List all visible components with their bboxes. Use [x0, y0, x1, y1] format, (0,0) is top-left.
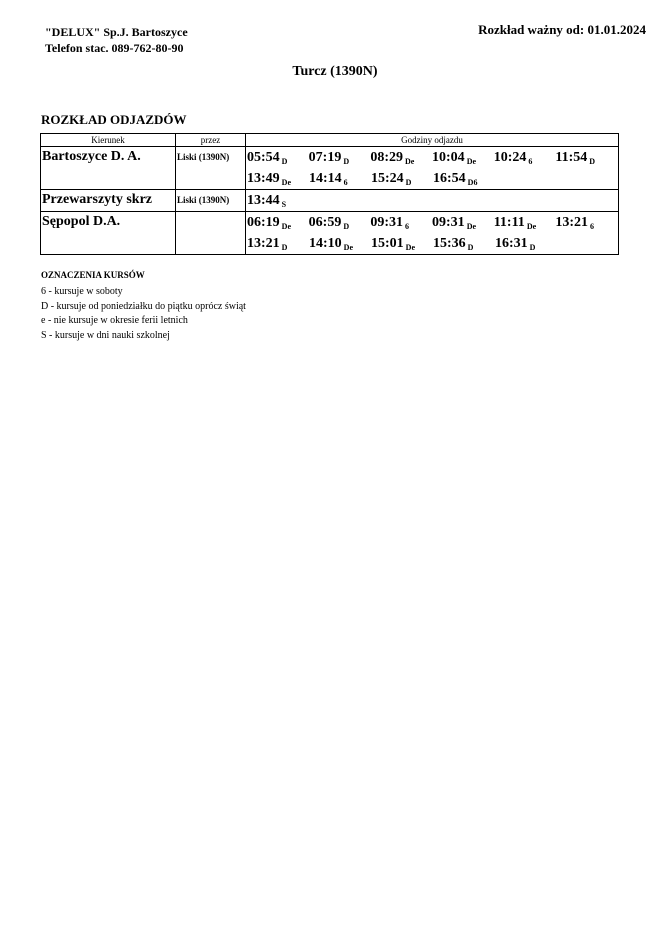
- direction-cell: Bartoszyce D. A.: [41, 147, 176, 190]
- time-marker: D: [281, 157, 288, 166]
- legend-title: OZNACZENIA KURSÓW: [41, 270, 145, 280]
- departure-time: [247, 233, 309, 258]
- time-value: 08:29: [370, 150, 404, 165]
- via-cell: Liski (1390N): [176, 190, 246, 212]
- table-header: [41, 134, 619, 147]
- time-value: 15:24: [371, 171, 404, 186]
- time-marker: D6: [467, 178, 478, 187]
- departure-times-cell: [246, 212, 619, 255]
- departure-time: [433, 233, 495, 258]
- time-marker: D: [281, 243, 288, 252]
- time-marker: D: [343, 222, 350, 231]
- departure-time: [494, 147, 556, 172]
- time-marker: D: [405, 178, 412, 187]
- time-value: 14:14: [309, 171, 342, 186]
- time-marker: 6: [590, 222, 595, 231]
- time-value: 10:24: [493, 150, 527, 165]
- company-name: "DELUX" Sp.J. Bartoszyce: [45, 25, 188, 39]
- time-value: 09:31: [370, 215, 404, 230]
- time-value: 16:54: [433, 171, 466, 186]
- table-row: [41, 147, 619, 190]
- company-info: [45, 24, 188, 56]
- time-value: 09:31: [432, 215, 465, 230]
- time-value: 13:21: [247, 236, 280, 251]
- time-marker: De: [343, 243, 353, 252]
- departure-time: [371, 168, 433, 193]
- time-marker: S: [281, 200, 287, 209]
- direction-cell: Sępopol D.A.: [41, 212, 176, 255]
- time-marker: D: [467, 243, 474, 252]
- company-phone: Telefon stac. 089-762-80-90: [45, 41, 184, 55]
- departure-time: [309, 233, 371, 258]
- header-direction: Kierunek: [41, 134, 176, 147]
- time-marker: 6: [343, 178, 348, 187]
- departure-time: [371, 233, 433, 258]
- time-value: 06:59: [308, 215, 342, 230]
- time-marker: De: [405, 157, 415, 166]
- departure-time: [433, 168, 495, 193]
- legend-item: 6 - kursuje w soboty: [41, 286, 123, 297]
- time-value: 13:21: [555, 215, 589, 230]
- stop-name: Turcz (1390N): [292, 64, 378, 79]
- direction-cell: Przewarszyty skrz: [41, 190, 176, 212]
- time-value: 11:11: [493, 215, 525, 230]
- departure-time: [555, 147, 617, 172]
- time-marker: De: [526, 222, 537, 231]
- time-value: 06:19: [247, 215, 280, 230]
- departure-times-cell: [246, 147, 619, 190]
- time-value: 15:01: [371, 236, 404, 251]
- via-cell: Liski (1390N): [176, 147, 246, 190]
- time-value: 07:19: [308, 150, 342, 165]
- table-row: [41, 212, 619, 255]
- time-marker: De: [281, 222, 291, 231]
- time-marker: 6: [528, 157, 533, 166]
- time-marker: D: [529, 243, 536, 252]
- departure-time: [495, 233, 557, 258]
- time-value: 05:54: [247, 150, 280, 165]
- time-value: 11:54: [555, 150, 588, 165]
- time-marker: D: [589, 157, 596, 166]
- time-marker: 6: [405, 222, 410, 231]
- departure-time: [555, 212, 617, 237]
- section-title: ROZKŁAD ODJAZDÓW: [41, 112, 187, 127]
- time-value: 14:10: [309, 236, 342, 251]
- legend-item: D - kursuje od poniedziałku do piątku oprócz świąt: [41, 300, 246, 312]
- time-marker: De: [405, 243, 415, 252]
- time-value: 13:44: [247, 193, 280, 208]
- legend: [41, 285, 246, 343]
- time-value: 16:31: [495, 236, 528, 251]
- time-marker: De: [281, 178, 291, 187]
- time-value: 15:36: [433, 236, 466, 251]
- header-via: przez: [176, 134, 246, 147]
- time-value: 10:04: [432, 150, 465, 165]
- time-marker: De: [466, 222, 477, 231]
- legend-item: e - nie kursuje w okresie ferii letnich: [41, 315, 188, 326]
- time-marker: D: [343, 157, 350, 166]
- via-cell: [176, 212, 246, 255]
- valid-from: Rozkład ważny od: 01.01.2024: [478, 22, 646, 37]
- departure-line: [247, 147, 617, 168]
- departure-time: [309, 168, 371, 193]
- legend-item: S - kursuje w dni nauki szkolnej: [41, 329, 170, 341]
- header-times: Godziny odjazdu: [246, 134, 619, 147]
- timetable: [40, 133, 619, 255]
- time-value: 13:49: [247, 171, 280, 186]
- departure-line: [247, 190, 617, 211]
- time-marker: De: [466, 157, 477, 166]
- departure-line: [247, 212, 617, 233]
